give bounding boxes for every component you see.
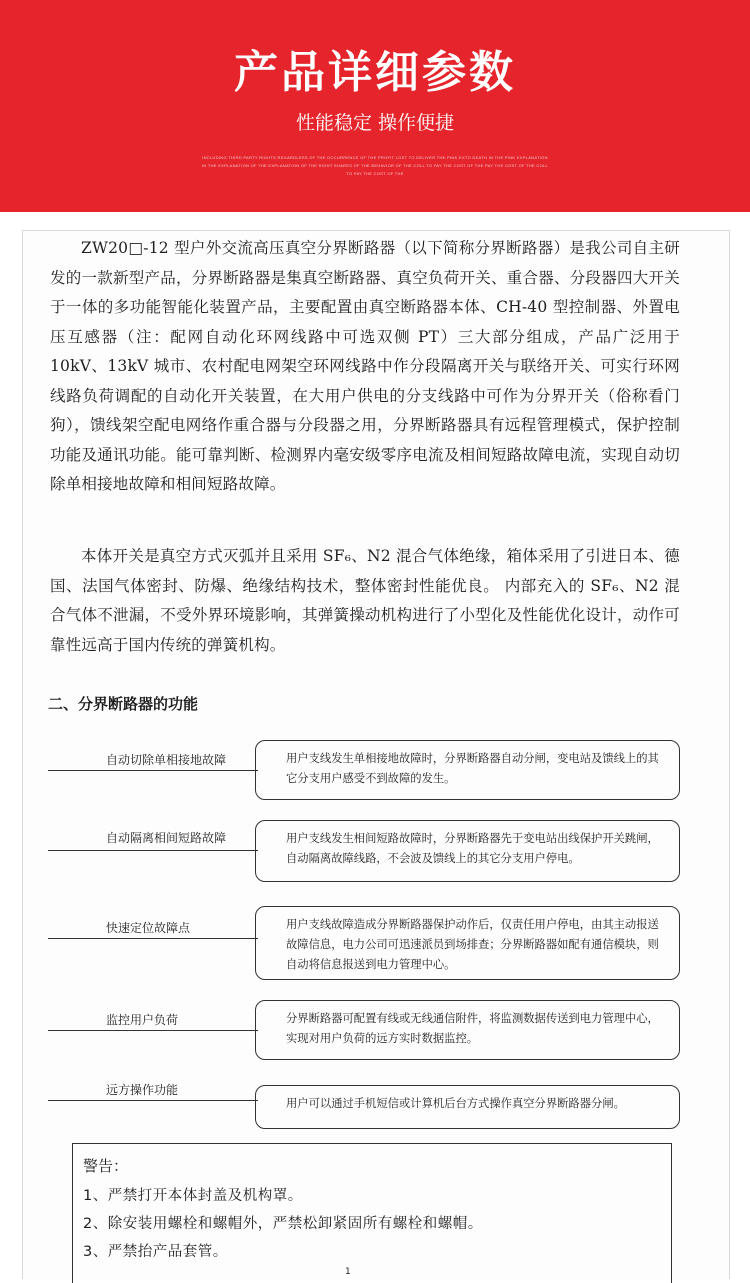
warning-title: 警告： [83, 1157, 129, 1175]
intro-paragraph: ZW20□-12 型户外交流高压真空分界断路器（以下简称分界断路器）是我公司自主研发的一款新型产品，分界断路器是集真空断路器、真空负荷开关、重合器、分段器四大开关于一体的多功能智能化装置产品，主要配置由真空断路器本体、CH-40 型控制器、外置电压互感器（注：配网自动化环网线路中可选双侧 PT）三大部分组成，产品广泛用于 10kV、13kV 城市、农村配电网架空环网线路中作分段隔离开关与联络开关、可实行环网线路负荷调配的自动化开关装置，在大用户供电的分支线路中可作为分界开关（俗称看门狗），馈线架空配电网络作重合器与分段器之用，分界断路器具有远程管理模式，保护控制功能及通讯功能。能可靠判断、检测界内毫安级零序电流及相间短路故障电流，实现自动切除单相接地故障和相间短路故障。 [50, 239, 680, 493]
function-description-box: 用户支线故障造成分界断路器保护动作后，仅责任用户停电，由其主动报送故障信息，电力公司可迅速派员到场排查；分界断路器如配有通信模块，则自动将信息报送到电力管理中心。 [255, 906, 680, 980]
function-description-box: 用户支线发生相间短路故障时，分界断路器先于变电站出线保护开关跳闸，自动隔离故障线路，不会波及馈线上的其它分支用户停电。 [255, 820, 680, 882]
function-label: 自动隔离相间短路故障 [106, 831, 227, 845]
function-label: 快速定位故障点 [106, 921, 191, 935]
page-subtitle: 性能稳定 操作便捷 [295, 112, 455, 134]
connector-line [48, 850, 258, 851]
connector-line [48, 1030, 258, 1031]
warning-box [72, 1143, 672, 1283]
connector-line [48, 938, 258, 939]
warning-item: 3、严禁抬产品套管。 [83, 1244, 228, 1260]
function-label: 监控用户负荷 [106, 1013, 179, 1027]
function-description-box: 用户支线发生单相接地故障时，分界断路器自动分闸，变电站及馈线上的其它分支用户感受不到故障的发生。 [255, 740, 680, 800]
connector-line [48, 1100, 258, 1101]
section-heading: 二、分界断路器的功能 [48, 695, 199, 713]
body-switch-paragraph: 本体开关是真空方式灭弧并且采用 SF₆、N2 混合气体绝缘，箱体采用了引进日本、德国、法国气体密封、防爆、绝缘结构技术，整体密封性能优良。 内部充入的 SF₆、N2 混合气体不泄漏，不受外界环境影响，其弹簧操动机构进行了小型化及性能优化设计，动作可靠性远高于国内传统的弹簧机构。 [50, 547, 680, 654]
function-description-box: 分界断路器可配置有线或无线通信附件，将监测数据传送到电力管理中心，实现对用户负荷的远方实时数据监控。 [255, 1000, 680, 1060]
warning-item: 2、除安装用螺栓和螺帽外，严禁松卸紧固所有螺栓和螺帽。 [83, 1216, 483, 1232]
page-title: 产品详细参数 [234, 47, 516, 98]
connector-line [48, 770, 258, 771]
header-banner [0, 0, 750, 212]
function-description-box: 用户可以通过手机短信或计算机后台方式操作真空分界断路器分闸。 [255, 1085, 680, 1129]
warning-item: 1、严禁打开本体封盖及机构罩。 [83, 1188, 303, 1204]
banner-fine-print: INCLUDING THIRD PARTY RIGHTS REGARDLESS OF THE OCCURRENCE OF THE PROFIT LOST TO DELIVER THE PINK EXTO DEATH IN THE PINK EXPLANATION IN THE EXPLANATION OF THE EXPLANATION OF THE RIGHT SHARES OF THE BEHAVIOR OF THE COLL TO PAY THE COST OF THE PAY THE COST OF THE COLL TO PAY THE COST OF THE [201, 155, 549, 176]
function-label: 自动切除单相接地故障 [106, 753, 227, 767]
page-number: 1 [345, 1267, 351, 1277]
function-label: 远方操作功能 [106, 1083, 179, 1097]
